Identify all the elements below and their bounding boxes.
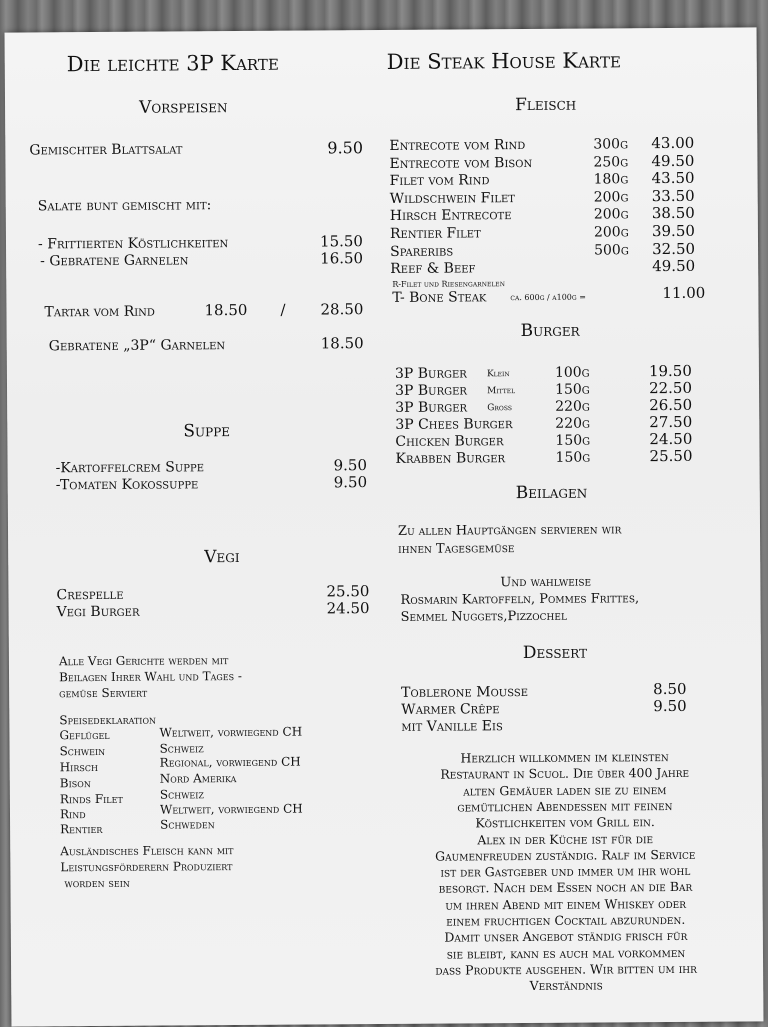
price-separator: /: [280, 300, 286, 319]
declaration-key: Schwein: [59, 743, 106, 759]
vegi-note-line: Beilagen Ihrer Wahl und Tages -: [58, 668, 243, 685]
menu-item-name: Filet vom Rind: [389, 172, 490, 190]
menu-item-price: 24.50: [326, 599, 370, 618]
menu-item-name: 3P Burger: [394, 382, 467, 399]
right-column: [385, 27, 745, 994]
declaration-key: Rinds Filet: [59, 791, 123, 807]
menu-item-weight: 100g: [554, 364, 590, 381]
declaration-value: Regional, vorwiegend CH: [159, 754, 301, 770]
declaration-key: Bison: [59, 776, 91, 791]
footnote-line: worden sein: [64, 875, 130, 891]
menu-item-name: -Tomaten Kokossuppe: [55, 476, 199, 494]
menu-item-weight: 150g: [554, 381, 590, 398]
left-title: Die leichte 3P Karte: [66, 50, 279, 77]
menu-item-price: 27.50: [649, 412, 693, 432]
section-fleisch: Fleisch: [514, 94, 577, 116]
welcome-line: um ihren Abend mit einem Whiskey oder: [445, 895, 687, 913]
burger-size-label: Klein: [486, 369, 510, 380]
declaration-value: Schweden: [160, 817, 215, 832]
menu-item-name: Tartar vom Rind: [44, 303, 155, 321]
section-vorspeisen: Vorspeisen: [138, 97, 228, 118]
menu-paper: [5, 27, 764, 1026]
section-suppe: Suppe: [183, 421, 231, 442]
menu-item-name: Crespelle: [56, 586, 124, 604]
welcome-line: besorgt. Nach dem Essen noch an die Bar: [438, 879, 693, 897]
burger-size-label: Gross: [487, 403, 512, 414]
menu-item-name: Entrecote vom Rind: [389, 137, 526, 154]
menu-item-price: 43.00: [651, 133, 695, 153]
menu-item-price: 9.50: [333, 473, 368, 492]
declaration-value: Weltweit, vorwiegend CH: [159, 801, 303, 817]
menu-item-weight: 300g: [593, 136, 629, 153]
welcome-line: gemütlichen Abendessen mit feinen: [457, 797, 673, 815]
salate-intro: Salate bunt gemischt mit:: [37, 197, 212, 215]
welcome-line: ist der Gastgeber und immer um ihr wohl: [440, 862, 691, 880]
menu-item-name: Warmer Crêpe: [401, 701, 500, 718]
vegi-note-line: gemüse Serviert: [59, 685, 148, 701]
declaration-key: Geflügel: [59, 727, 110, 743]
menu-item-price: 24.50: [649, 429, 693, 449]
menu-item-weight: 180g: [593, 171, 629, 188]
beilagen-text: ihnen Tagesgemüse: [398, 541, 515, 557]
menu-item-price: 18.50: [320, 334, 364, 353]
menu-item-name: Gebratene „3P“ Garnelen: [48, 337, 226, 355]
menu-item-price: 33.50: [651, 186, 695, 205]
menu-item-price: 18.50: [204, 300, 248, 320]
welcome-line: alten Gemäuer laden sie zu einem: [463, 781, 667, 799]
declaration-key: Hirsch: [59, 760, 98, 775]
menu-item-price: 11.00: [662, 283, 706, 303]
menu-item-price: 19.50: [648, 361, 692, 381]
section-dessert: Dessert: [522, 642, 588, 664]
menu-item-name: 3P Chees Burger: [395, 416, 513, 433]
menu-item-name: Wildschwein Filet: [389, 189, 515, 207]
menu-item-name: Hirsch Entrecote: [389, 207, 512, 225]
menu-item-price: 38.50: [651, 204, 695, 223]
menu-item-price: 22.50: [648, 378, 693, 398]
menu-item-name: - Gebratene Garnelen: [40, 252, 189, 270]
menu-item-name: - Frittierten Köstlichkeiten: [37, 235, 229, 253]
dessert-subtitle: mit Vanille Eis: [401, 718, 503, 735]
menu-item-price: 15.50: [319, 232, 364, 251]
menu-item-price: 9.50: [333, 456, 368, 475]
menu-item-weight: 220g: [555, 398, 590, 415]
welcome-line: Verständnis: [529, 977, 603, 994]
menu-item-price: 9.50: [653, 696, 687, 716]
menu-item-name: Chicken Burger: [395, 433, 504, 450]
footnote-line: Ausländisches Fleisch kann mit: [60, 843, 234, 859]
menu-item-weight: 220g: [555, 415, 591, 432]
left-column: [27, 30, 377, 891]
welcome-line: Alex in der Küche ist für die: [477, 830, 654, 847]
menu-item-name: Entrecote vom Bison: [389, 154, 533, 172]
menu-item-name: Reef & Beef: [390, 260, 476, 278]
vegi-note-line: Alle Vegi Gerichte werden mit: [58, 653, 229, 669]
section-vegi: Vegi: [204, 547, 240, 568]
menu-item-name: Spareribs: [390, 243, 454, 260]
menu-item-weight: 200g: [593, 224, 629, 241]
welcome-line: Köstlichkeiten vom Grill ein.: [475, 814, 655, 831]
menu-item-weight: 150g: [555, 432, 591, 449]
declaration-value: Nord Amerika: [159, 771, 237, 786]
menu-item-price: 49.50: [651, 151, 695, 170]
menu-item-price: 25.50: [326, 582, 370, 601]
welcome-line: Damit unser Angebot ständig frisch für: [444, 928, 688, 945]
welcome-line: sie bleibt, kann es auch mal vorkommen: [446, 944, 686, 962]
menu-item-name: -Kartoffelcrem Suppe: [55, 459, 205, 477]
welcome-line: Herzlich willkommen im kleinsten: [460, 749, 669, 766]
declaration-value: Schweiz: [159, 741, 204, 756]
footnote-line: Leistungsförderern Produziert: [60, 859, 233, 875]
menu-item-weight: 250g: [593, 153, 629, 171]
menu-item-name: 3P Burger: [395, 399, 468, 416]
beilagen-text: Zu allen Hauptgängen servieren wir: [397, 522, 622, 539]
menu-item-name: Gemischter Blattsalat: [29, 141, 183, 159]
menu-item-weight: 500g: [594, 241, 629, 259]
reef-subtitle: R-Filet und Riesengarnelen: [392, 279, 505, 289]
burger-size-label: Mittel: [487, 386, 516, 397]
declaration-key: Rentier: [60, 821, 103, 837]
menu-item-price: 9.50: [327, 138, 364, 158]
welcome-line: einem fruchtigen Cocktail abzurunden.: [446, 911, 686, 929]
menu-item-price: 26.50: [649, 395, 693, 415]
declaration-value: Weltweit, vorwiegend CH: [159, 724, 303, 740]
tbone-subtitle: ca. 600g / a100g =: [510, 292, 586, 303]
welcome-line: Gaumenfreuden zuständig. Ralf im Service: [435, 846, 696, 864]
menu-item-price: 32.50: [652, 239, 696, 258]
menu-item-weight: 150g: [555, 449, 591, 466]
welcome-line: dass Produkte ausgehen. Wir bitten um ihr: [435, 960, 697, 978]
declaration-value: Schweiz: [159, 787, 205, 802]
menu-item-price: 8.50: [653, 679, 687, 699]
wahl-text: Rosmarin Kartoffeln, Pommes Frittes,: [400, 591, 640, 608]
menu-item-weight: 200g: [593, 206, 629, 223]
menu-item-price: 39.50: [651, 221, 695, 241]
section-burger: Burger: [520, 320, 580, 342]
menu-item-name: Krabben Burger: [395, 450, 506, 467]
declaration-title: Speisedeklaration: [59, 712, 157, 728]
menu-item-price: 28.50: [320, 300, 364, 319]
menu-item-name: 3P Burger: [394, 365, 467, 382]
welcome-line: Restaurant in Scuol. Die über 400 Jahre: [440, 765, 690, 782]
declaration-key: Rind: [59, 807, 86, 822]
menu-item-price: 49.50: [652, 257, 696, 276]
right-title: Die Steak House Karte: [386, 48, 621, 74]
menu-item-name: Toblerone Mousse: [401, 683, 529, 701]
menu-item-price: 16.50: [320, 249, 364, 268]
menu-item-name: T- Bone Steak: [392, 289, 487, 306]
menu-item-price: 43.50: [651, 169, 695, 188]
wahl-text: Und wahlweise: [500, 574, 592, 591]
wahl-text: Semmel Nuggets,Pizzochel: [400, 608, 567, 625]
menu-item-price: 25.50: [649, 446, 693, 466]
menu-item-name: Rentier Filet: [389, 225, 481, 242]
section-beilagen: Beilagen: [515, 482, 588, 504]
menu-item-name: Vegi Burger: [56, 603, 140, 621]
menu-item-weight: 200g: [593, 189, 629, 206]
